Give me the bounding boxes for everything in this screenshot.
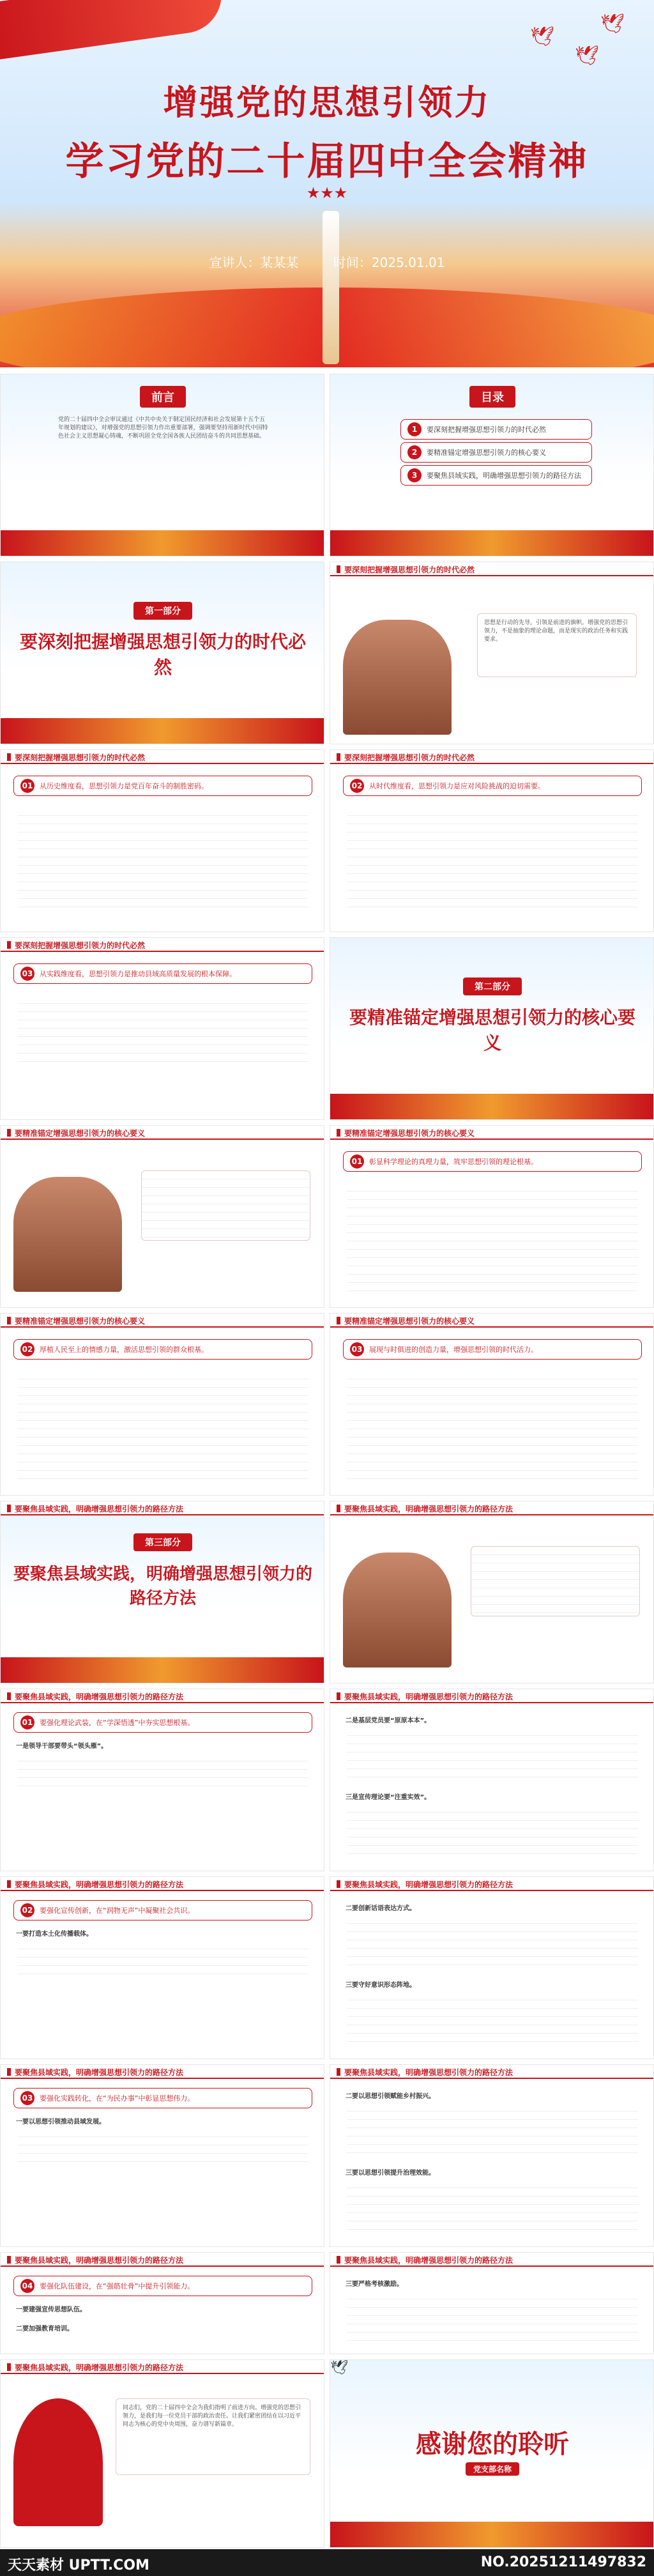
part2-intro-slide [0,1125,324,1308]
part1-stripe: 要深刻把握增强思想引领力的时代必然 [1,938,324,952]
part3-point2-detail-slide [330,1876,654,2059]
part3-title: 要聚焦县域实践，明确增强思想引领力的路径方法 [13,1565,313,1608]
part3-badge: 第三部分 [133,1533,192,1551]
sub-heading: 一要以思想引领推动县域发展。 [16,2119,105,2126]
contents-item[interactable]: 2 要精准锚定增强思想引领力的核心要义 [400,442,592,463]
watermark-bar [0,2549,654,2576]
point-body-text [17,1753,308,1791]
point-body-text [347,808,638,910]
closing-card [116,2398,310,2475]
point-header: 01 彰显科学理论的真理力量，筑牢思想引领的理论根基。 [343,1151,642,1172]
ribbon-decoration [330,1094,653,1119]
sub-heading: 一要打造本土化传播载体。 [16,1931,93,1938]
preface-heading: 前言 [140,386,186,408]
ribbon-decoration [330,530,653,556]
part1-intro-slide [330,562,654,744]
speaker-silhouette [13,2398,103,2526]
point-body-text [17,2129,308,2167]
dove-icon: 🕊 [530,26,555,48]
part1-point3-slide [0,937,324,1120]
sub-heading: 二要加强教育培训。 [16,2326,73,2333]
part2-stripe: 要精准锚定增强思想引领力的核心要义 [330,1126,653,1140]
part2-title: 要精准锚定增强思想引领力的核心要义 [349,1007,635,1054]
point-header: 01 要强化理论武装，在“学深悟透”中夯实思想根基。 [13,1712,312,1733]
dove-icon: 🕊 [600,13,625,35]
part1-point2-slide [330,749,654,932]
part3-stripe: 要聚焦县域实践，明确增强思想引领力的路径方法 [330,1877,653,1891]
cover-title-line1: 增强党的思想引领力 [163,82,491,123]
part2-section-slide [330,937,654,1120]
part1-point1-slide [0,749,324,932]
part3-point4-slide [0,2252,324,2354]
part1-intro-text: 思想是行动的先导，引领是前进的旗帜。增强党的思想引领力，不是抽象的理论命题，而是现实的政治任务和实践要求。 [484,620,628,643]
point-header: 01 从历史维度看，思想引领力是党百年奋斗的制胜密码。 [13,776,312,796]
part2-point3-slide [330,1313,654,1496]
part3-point3-slide [0,2064,324,2247]
sub-heading: 三要以思想引领提升治理效能。 [346,2170,435,2177]
part3-stripe: 要聚焦县域实践，明确增强思想引领力的路径方法 [1,1501,324,1515]
part3-stripe: 要聚焦县域实践，明确增强思想引领力的路径方法 [330,2253,653,2267]
contents-item[interactable]: 3 要聚焦县域实践，明确增强思想引领力的路径方法 [400,465,592,486]
closing-body: 同志们，党的二十届四中全会为我们指明了前进方向。增强党的思想引领力，是我们每一位党员干部的政治责任。让我们紧密团结在以习近平同志为核心的党中央周围，奋力谱写新篇章。 [123,2405,301,2428]
point-header: 04 要强化队伍建设，在“强筋壮骨”中提升引领能力。 [13,2276,312,2296]
closing-text-slide [0,2359,324,2548]
point-body-text [17,808,308,910]
watermark-id: NO.20251211497832 [480,2554,646,2570]
point-body-text [347,2291,638,2342]
part2-point2-slide [0,1313,324,1496]
part2-stripe: 要精准锚定增强思想引领力的核心要义 [330,1314,653,1328]
point-body-text [347,1728,638,1779]
part1-title: 要深刻把握增强思想引领力的时代必然 [19,631,306,678]
sub-heading: 三是宣传理论要“注重实效”。 [346,1794,431,1801]
part1-badge: 第一部分 [133,602,192,620]
thanks-slide [330,2359,654,2548]
part3-stripe: 要聚焦县域实践，明确增强思想引领力的路径方法 [330,2065,653,2079]
point-body-text [347,1371,638,1480]
part3-intro-slide [330,1501,654,1683]
point-header: 02 从时代维度看，思想引领力是应对风险挑战的迫切需要。 [343,776,642,796]
ribbon-decoration [330,2522,653,2547]
part2-badge: 第二部分 [463,977,522,995]
part3-point3-detail-slide [330,2064,654,2247]
dove-icon: 🕊 [575,45,600,67]
ribbon-decoration [1,1657,324,1683]
part3-stripe: 要聚焦县域实践，明确增强思想引领力的路径方法 [1,1689,324,1703]
point-body-text [347,1915,638,1966]
preface-body: 党的二十届四中全会审议通过《中共中央关于制定国民经济和社会发展第十五个五年规划的建议》，对增强党的思想引领力作出重要部署，强调要坚持用新时代中国特色社会主义思想凝心铸魂，不断巩固全党全国各族人民团结奋斗的共同思想基础。 [58,417,268,440]
watermark-site: 天天素材 UPTT.COM [8,2557,149,2573]
point-body-text [347,2103,638,2154]
part2-stripe: 要精准锚定增强思想引领力的核心要义 [1,1126,324,1140]
dove-icon: 🕊 [330,2360,348,2376]
contents-slide [330,374,654,556]
branch-name: 党支部名称 [466,2462,519,2476]
part3-stripe: 要聚焦县域实践，明确增强思想引领力的路径方法 [330,1689,653,1703]
part1-stripe: 要深刻把握增强思想引领力的时代必然 [1,750,324,764]
huabiao-pillar [323,211,339,364]
preface-slide [0,374,324,556]
part2-stripe: 要精准锚定增强思想引领力的核心要义 [1,1314,324,1328]
statue-image [343,620,452,735]
cover-meta [0,252,654,271]
sub-heading: 一是领导干部要带头“领头雁”。 [16,1743,108,1750]
point-body-text [17,1371,308,1480]
part3-point1-detail-slide [330,1689,654,1871]
sub-heading: 二要以思想引领赋能乡村振兴。 [346,2093,435,2100]
part1-section-slide [0,562,324,744]
ribbon-decoration [1,530,324,556]
point-header: 03 展现与时俱进的创造力量，增强思想引领的时代活力。 [343,1339,642,1360]
point-body-text [347,2180,638,2231]
cover-title-line2: 学习党的二十届四中全会精神 [65,139,589,184]
statue-image [13,1177,122,1292]
contents-heading: 目录 [469,386,515,408]
point-header: 03 从实践维度看，思想引领力是推动县域高质量发展的根本保障。 [13,963,312,984]
part1-stripe: 要深刻把握增强思想引领力的时代必然 [330,750,653,764]
ribbon-decoration [1,718,324,744]
part3-stripe: 要聚焦县域实践，明确增强思想引领力的路径方法 [1,2360,324,2374]
point-body-text [347,1804,638,1855]
thanks-title: 感谢您的聆听 [416,2430,569,2459]
part3-stripe: 要聚焦县域实践，明确增强思想引领力的路径方法 [1,2253,324,2267]
part2-point1-slide [330,1125,654,1308]
date-label: 时间：2025.01.01 [333,255,445,270]
intro-card [471,1546,640,1616]
sub-heading: 一要建强宣传思想队伍。 [16,2306,86,2313]
speaker-label: 宣讲人：某某某 [209,255,299,270]
sub-heading: 三要守好意识形态阵地。 [346,1982,416,1989]
sub-heading: 三要严格考核激励。 [346,2281,403,2288]
contents-item[interactable]: 1 要深刻把握增强思想引领力的时代必然 [400,419,592,440]
sub-heading: 二是基层党员要“原原本本”。 [346,1717,431,1724]
point-header: 02 要强化宣传创新，在“润物无声”中凝聚社会共识。 [13,1900,312,1920]
part3-point2-slide [0,1876,324,2059]
cover-slide [0,0,654,367]
part3-point1-slide [0,1689,324,1871]
point-body-text [17,995,308,1066]
sub-heading: 二要创新话语表达方式。 [346,1905,416,1912]
intro-card [477,613,637,677]
point-body-text [347,1183,638,1292]
part3-stripe: 要聚焦县域实践，明确增强思想引领力的路径方法 [330,1501,653,1515]
part3-stripe: 要聚焦县域实践，明确增强思想引领力的路径方法 [1,1877,324,1891]
part3-point4-detail-slide [330,2252,654,2354]
part3-section-slide [0,1501,324,1683]
point-header: 03 要强化实践转化，在“为民办事”中彰显思想伟力。 [13,2088,312,2108]
stars-decoration: ★★★ [306,184,348,202]
red-flag-decoration [0,0,226,61]
point-body-text [347,1992,638,2043]
point-body-text [17,1941,308,1979]
intro-card [141,1170,310,1241]
part1-stripe: 要深刻把握增强思想引领力的时代必然 [330,562,653,576]
statue-image [343,1552,452,1667]
part3-stripe: 要聚焦县域实践，明确增强思想引领力的路径方法 [1,2065,324,2079]
point-header: 02 厚植人民至上的情感力量，激活思想引领的群众根基。 [13,1339,312,1360]
